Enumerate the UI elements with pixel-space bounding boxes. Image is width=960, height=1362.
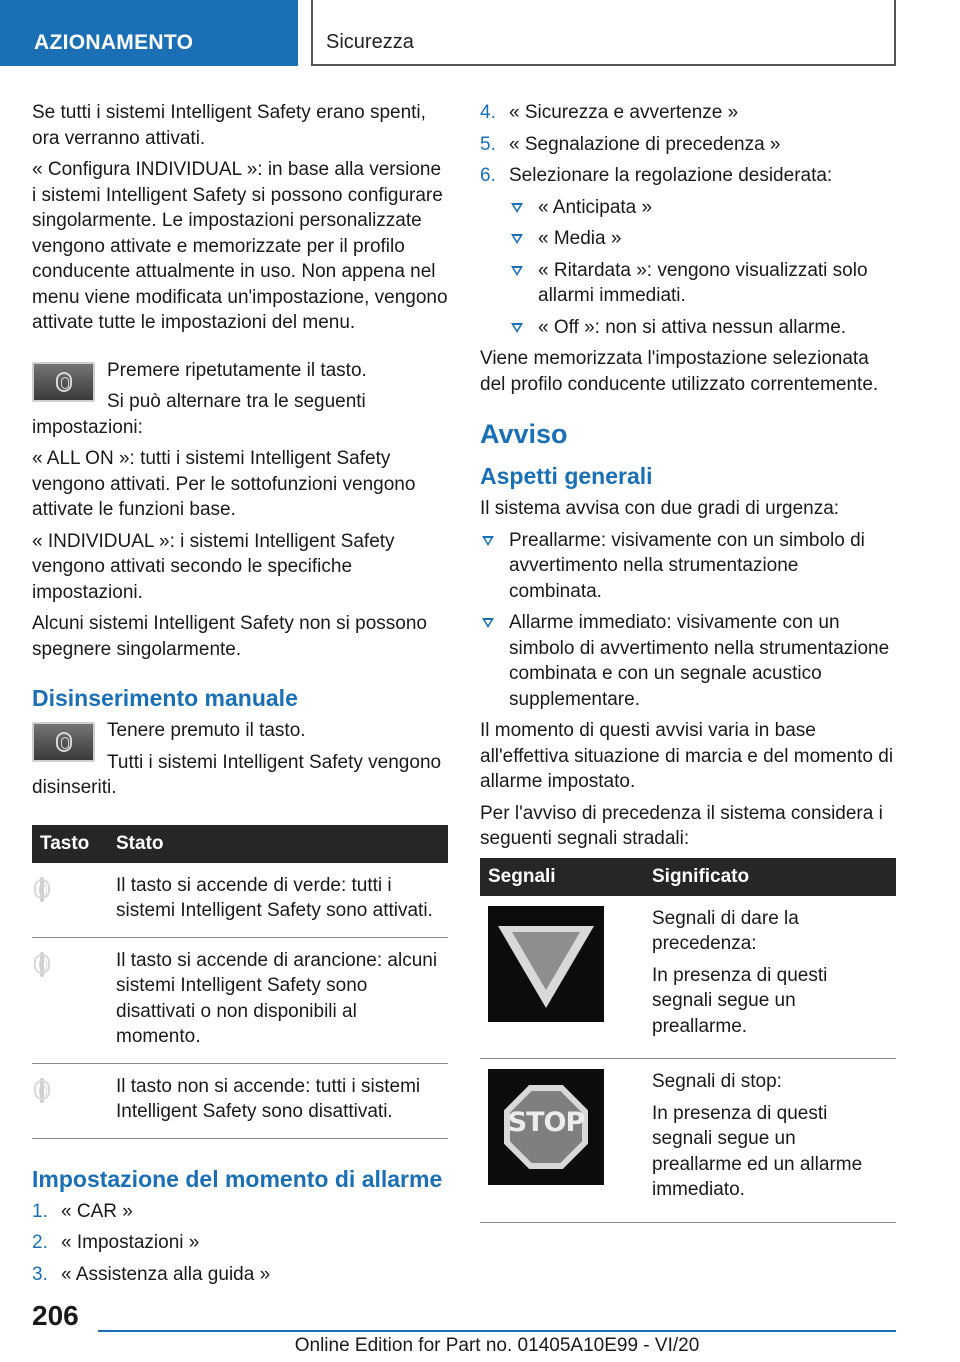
footer-divider <box>98 1330 896 1332</box>
list-item: Allarme immediato: visivamente con un simbolo di avvertimento nella strumentazione combinata e con un segnale acustico supplementare. <box>480 610 896 712</box>
paragraph: Premere ripetutamente il tasto. <box>107 359 367 381</box>
bullet-triangle-icon <box>511 203 523 213</box>
signs-table <box>480 858 896 1223</box>
section-heading-manual: Disinserimento manuale <box>32 685 298 711</box>
sub-bullet-list <box>509 195 896 341</box>
step-list <box>480 100 896 189</box>
page-number: 206 <box>32 1300 79 1331</box>
intelligent-safety-button-icon <box>32 722 95 762</box>
paragraph: Alcuni sistemi Intelligent Safety non si possono spegnere singolarmente. <box>32 613 427 660</box>
table-row <box>32 937 448 1063</box>
paragraph: « Configura INDIVIDUAL »: in base alla versione i sistemi Intelligent Safety si possono configurare singolarmente. Le impostazioni personalizzate vengono attivate e memorizzate per il profilo conducente attualmente in uso. Non appena nel menu viene modificata un'impostazione, vengono attivate tutte le impostazioni del menu. <box>32 159 448 333</box>
bullet-triangle-icon <box>511 323 523 333</box>
section-tab: AZIONAMENTO <box>0 0 298 66</box>
yield-sign-icon <box>488 906 604 1022</box>
chapter-title: Sicurezza <box>311 0 896 66</box>
list-item: 6. Selezionare la regolazione desiderata: <box>480 165 833 186</box>
paragraph: Tenere premuto il tasto. <box>107 720 306 741</box>
left-column <box>32 100 448 1293</box>
list-item: 3. « Assistenza alla guida » <box>32 1263 271 1285</box>
list-item: 2. « Impostazioni » <box>32 1232 200 1253</box>
paragraph: « INDIVIDUAL »: i sistemi Intelligent Safety vengono attivati secondo le specifiche impostazioni. <box>32 530 395 603</box>
list-item: « Media » <box>509 226 896 252</box>
right-column <box>480 100 896 1223</box>
list-item: « Ritardata »: vengono visualizzati solo allarmi immediati. <box>509 258 896 309</box>
list-item: « Anticipata » <box>509 195 896 221</box>
edition-footer: Online Edition for Part no. 01405A10E99 - VI/20 <box>294 1335 700 1356</box>
page-header <box>0 0 960 66</box>
table-cell: Il tasto non si accende: tutti i sistemi Intelligent Safety sono disattivati. <box>108 1063 448 1138</box>
key-instruction <box>32 358 448 447</box>
list-item: « Off »: non si attiva nessun allarme. <box>509 315 896 341</box>
intelligent-safety-button-icon <box>40 952 44 977</box>
table-header-key: Tasto <box>32 825 108 863</box>
section-heading-timing: Impostazione del momento di allarme <box>32 1165 443 1192</box>
intelligent-safety-button-icon <box>32 362 95 402</box>
list-item: 5. « Segnalazione di precedenza » <box>480 133 781 155</box>
bullet-triangle-icon <box>482 536 494 546</box>
manual-instruction <box>32 718 448 807</box>
list-item: 1. « CAR » <box>32 1200 133 1222</box>
list-item: Preallarme: visivamente con un simbolo di avvertimento nella strumentazione combinata. <box>480 528 896 605</box>
intelligent-safety-button-icon <box>40 877 44 902</box>
table-cell: Il tasto si accende di arancione: alcuni sistemi Intelligent Safety sono disattivati o non disponibili al momento. <box>108 937 448 1063</box>
step-list <box>32 1199 448 1288</box>
intelligent-safety-button-icon <box>40 1078 44 1103</box>
bullet-triangle-icon <box>482 618 494 628</box>
paragraph: Se tutti i sistemi Intelligent Safety erano spenti, ora verranno attivati. <box>32 102 426 149</box>
table-row <box>32 1063 448 1138</box>
button-status-table <box>32 825 448 1139</box>
table-header-signs: Segnali <box>480 858 644 896</box>
table-cell: Segnali di stop: <box>652 1071 782 1092</box>
table-cell: Il tasto si accende di verde: tutti i sistemi Intelligent Safety sono attivati. <box>108 863 448 938</box>
paragraph: Si può alternare tra le seguenti impostazioni: <box>32 391 366 438</box>
table-header-meaning: Significato <box>644 858 896 896</box>
table-row <box>32 863 448 938</box>
table-cell: In presenza di questi segnali segue un preallarme ed un allarme immediato. <box>652 1102 863 1200</box>
paragraph: « ALL ON »: tutti i sistemi Intelligent Safety vengono attivati. Per le sottofunzioni vengono attivate le funzioni base. <box>32 448 416 520</box>
section-heading-avviso: Avviso <box>480 419 568 449</box>
paragraph: Il momento di questi avvisi varia in base all'effettiva situazione di marcia e del momento di allarme impostato. <box>480 720 894 792</box>
stop-sign-icon: STOP <box>488 1069 604 1185</box>
paragraph: Tutti i sistemi Intelligent Safety vengono disinseriti. <box>32 751 442 798</box>
table-row <box>480 1059 896 1223</box>
list-item: 4. « Sicurezza e avvertenze » <box>480 102 739 123</box>
paragraph: Viene memorizzata l'impostazione selezionata del profilo conducente utilizzato correntemente. <box>480 348 879 395</box>
paragraph: Il sistema avvisa con due gradi di urgenza: <box>480 498 840 519</box>
table-row <box>480 896 896 1059</box>
table-header-status: Stato <box>108 825 448 863</box>
paragraph: Per l'avviso di precedenza il sistema considera i seguenti segnali stradali: <box>480 802 883 849</box>
bullet-triangle-icon <box>511 234 523 244</box>
table-cell: In presenza di questi segnali segue un preallarme. <box>652 964 828 1037</box>
section-heading-general: Aspetti generali <box>480 463 653 489</box>
bullet-list <box>480 528 896 713</box>
bullet-triangle-icon <box>511 266 523 276</box>
table-cell: Segnali di dare la precedenza: <box>652 907 799 954</box>
